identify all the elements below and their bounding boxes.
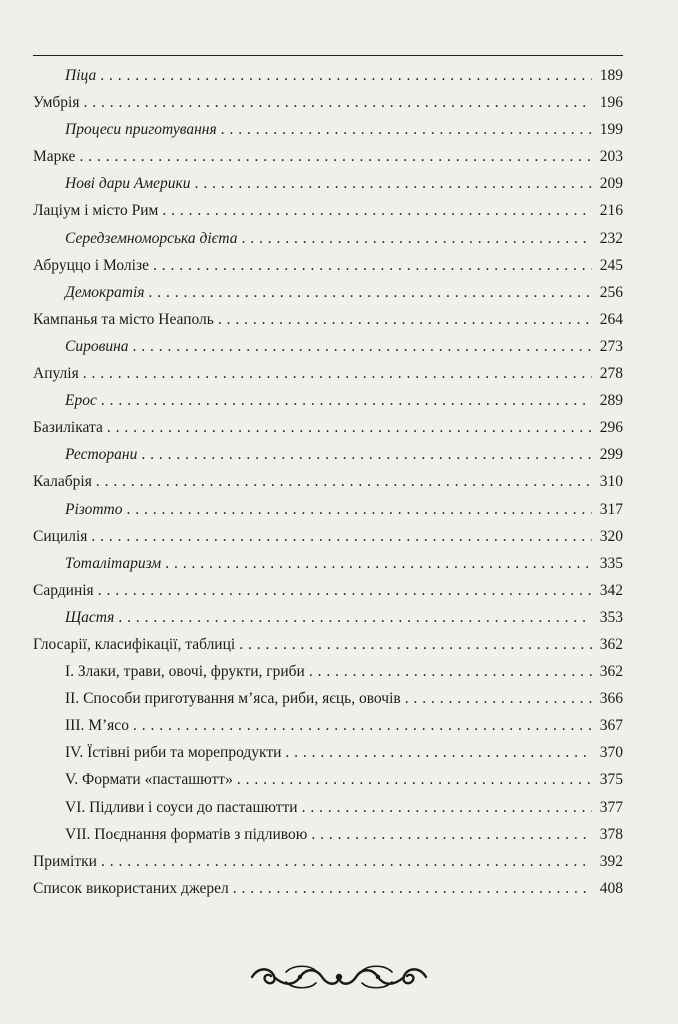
toc-entry-page: 232 — [599, 229, 623, 247]
dot-leader — [309, 658, 592, 685]
toc-entry-page: 189 — [599, 67, 623, 84]
toc-entry-title: Список використаних джерел — [33, 879, 229, 897]
toc-entry — [33, 197, 623, 224]
toc-entry — [33, 766, 623, 793]
toc-entry — [33, 685, 623, 712]
toc-entry-title: Апулія — [33, 365, 79, 383]
toc-entry — [33, 116, 623, 143]
toc-entry-page: 342 — [599, 581, 623, 599]
toc-entry — [33, 387, 623, 414]
toc-entry-title: Ерос — [65, 392, 97, 410]
dot-leader — [83, 360, 592, 387]
toc-entry-title: Нові дари Америки — [65, 175, 191, 193]
toc-entry-page: 278 — [599, 365, 623, 383]
dot-leader — [148, 279, 592, 306]
toc-entry — [33, 468, 623, 495]
dot-leader — [195, 170, 592, 197]
toc-entry-page: 199 — [599, 121, 623, 139]
toc-entry-page: 320 — [599, 527, 623, 545]
toc-entry-title: VI. Підливи і соуси до пасташютти — [65, 798, 298, 816]
toc-entry — [33, 333, 623, 360]
toc-entry-page: 273 — [599, 337, 623, 355]
dot-leader — [285, 739, 592, 766]
toc-entry — [33, 577, 623, 604]
toc-entry-title: Калабрія — [33, 473, 92, 491]
dot-leader — [96, 468, 592, 495]
toc-entry-page: 317 — [599, 500, 623, 518]
toc-entry-title: Примітки — [33, 852, 97, 870]
toc-entry-page: 216 — [599, 202, 623, 220]
toc-entry-title: Тоталітаризм — [65, 554, 162, 572]
toc-entry — [33, 496, 623, 523]
dot-leader — [311, 821, 592, 848]
toc-entry-title: Марке — [33, 148, 76, 166]
toc-entry — [33, 550, 623, 577]
toc-entry-page: 296 — [599, 419, 623, 437]
dot-leader — [221, 116, 592, 143]
toc-entry-title: III. М’ясо — [65, 717, 129, 735]
dot-leader — [79, 143, 592, 170]
dot-leader — [101, 387, 592, 414]
toc-entry-page: 289 — [599, 392, 623, 410]
toc-entry — [33, 170, 623, 197]
toc-entry — [33, 875, 623, 902]
toc-entry-page: 375 — [599, 771, 623, 789]
toc-entry-page: 264 — [599, 310, 623, 328]
toc-entry-page: 203 — [599, 148, 623, 166]
toc-entry-title: Лаціум і місто Рим — [33, 202, 159, 220]
toc-entry — [33, 523, 623, 550]
toc-entry-title: Базиліката — [33, 419, 103, 437]
toc-entry — [33, 414, 623, 441]
dot-leader — [218, 306, 592, 333]
toc-entry — [33, 89, 623, 116]
toc-entry — [33, 739, 623, 766]
toc-entry — [33, 62, 623, 89]
toc-entry-page: 370 — [599, 744, 623, 762]
toc-entry-page: 378 — [599, 825, 623, 843]
toc-entry-page: 353 — [599, 608, 623, 626]
toc-entry — [33, 712, 623, 739]
toc-entry — [33, 658, 623, 685]
dot-leader — [233, 875, 592, 902]
toc-entry-title: Абруццо і Молізе — [33, 256, 149, 274]
dot-leader — [239, 631, 592, 658]
toc-entry-title: Глосарії, класифікації, таблиці — [33, 635, 236, 653]
toc-entry-page: 362 — [599, 635, 623, 653]
toc-entry-title: II. Способи приготування м’яса, риби, яєць, овочів — [65, 690, 401, 708]
toc-entry-title: Процеси приготування — [65, 121, 217, 139]
top-rule — [33, 55, 623, 56]
toc-entry-page: 209 — [599, 175, 623, 193]
dot-leader — [165, 550, 592, 577]
dot-leader — [84, 89, 593, 116]
toc-entry — [33, 279, 623, 306]
toc-entry-title: Кампанья та місто Неаполь — [33, 310, 214, 328]
toc-entry-page: 310 — [599, 473, 623, 491]
toc-entry-title: Сицилія — [33, 527, 88, 545]
toc-entry-title: Піца — [65, 67, 97, 84]
toc-entry — [33, 848, 623, 875]
toc-entry-page: 335 — [599, 554, 623, 572]
toc-entry-page: 367 — [599, 717, 623, 735]
toc-entry-page: 196 — [599, 94, 623, 112]
toc-entry — [33, 225, 623, 252]
toc-entry-page: 362 — [599, 663, 623, 681]
toc-entry-page: 392 — [599, 852, 623, 870]
dot-leader — [302, 794, 592, 821]
toc-entry-page: 408 — [599, 879, 623, 897]
toc-entry-page: 245 — [599, 256, 623, 274]
dot-leader — [127, 496, 592, 523]
toc-entry-title: Щастя — [65, 608, 115, 626]
dot-leader — [153, 252, 592, 279]
toc-entry-page: 256 — [599, 283, 623, 301]
dot-leader — [141, 441, 592, 468]
toc-entry-title: I. Злаки, трави, овочі, фрукти, гриби — [65, 663, 305, 681]
toc-entry-title: IV. Їстівні риби та морепродукти — [65, 744, 282, 762]
toc-entry — [33, 360, 623, 387]
scroll-ornament-icon — [248, 962, 430, 992]
dot-leader — [118, 604, 592, 631]
toc-entry-title: Умбрія — [33, 94, 80, 112]
toc-entry-title: Різотто — [65, 500, 123, 518]
toc-entry — [33, 306, 623, 333]
toc-entry — [33, 252, 623, 279]
toc-entry-title: VII. Поєднання форматів з підливою — [65, 825, 308, 843]
toc-entry-title: Демократія — [65, 283, 145, 301]
dot-leader — [405, 685, 592, 712]
dot-leader — [107, 414, 592, 441]
dot-leader — [98, 577, 592, 604]
toc-entry — [33, 604, 623, 631]
dot-leader — [100, 62, 592, 89]
toc-entry-page: 366 — [599, 690, 623, 708]
dot-leader — [237, 766, 592, 793]
table-of-contents — [33, 62, 623, 902]
toc-entry-title: Ресторани — [65, 446, 138, 464]
dot-leader — [242, 225, 592, 252]
toc-entry — [33, 441, 623, 468]
dot-leader — [162, 197, 592, 224]
toc-entry-page: 377 — [599, 798, 623, 816]
toc-entry-title: Сировина — [65, 337, 129, 355]
toc-entry — [33, 821, 623, 848]
toc-entry — [33, 143, 623, 170]
toc-entry-title: Середземноморська дієта — [65, 229, 238, 247]
toc-entry-page: 299 — [599, 446, 623, 464]
dot-leader — [101, 848, 592, 875]
dot-leader — [133, 712, 592, 739]
dot-leader — [133, 333, 592, 360]
toc-entry-title: V. Формати «пасташютт» — [65, 771, 233, 789]
dot-leader — [91, 523, 592, 550]
toc-entry-title: Сардинія — [33, 581, 94, 599]
toc-entry — [33, 631, 623, 658]
toc-entry — [33, 794, 623, 821]
